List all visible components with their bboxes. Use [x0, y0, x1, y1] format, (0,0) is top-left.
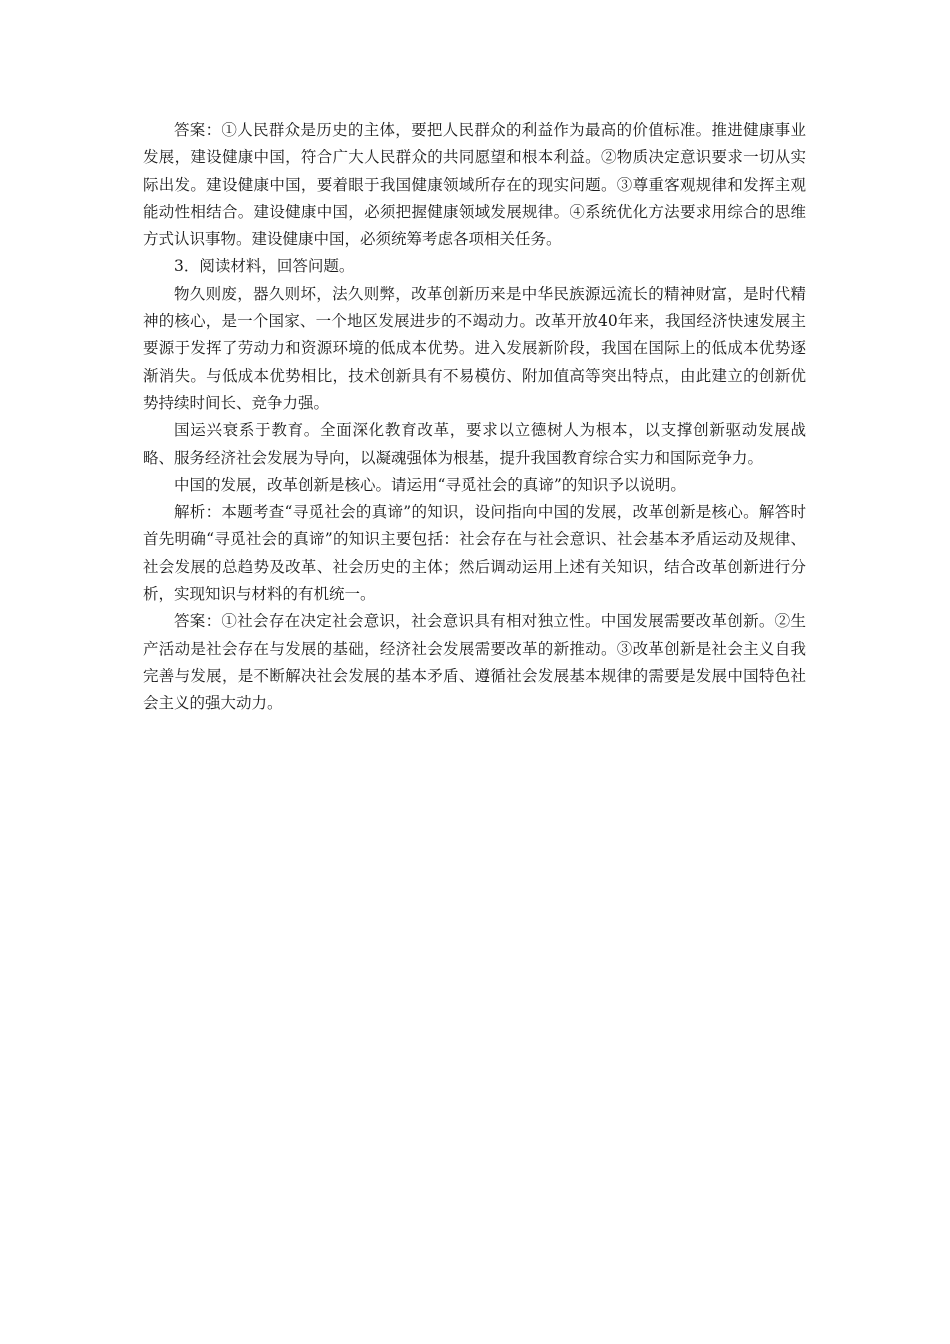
material-paragraph-2: 国运兴衰系于教育。全面深化教育改革，要求以立德树人为根本，以支撑创新驱动发展战略、服务经济社会发展为导向，以凝魂强体为根基，提升我国教育综合实力和国际竞争力。: [143, 421, 806, 467]
answer-paragraph-1: 答案：①人民群众是历史的主体，要把人民群众的利益作为最高的价值标准。推进健康事业发展，建设健康中国，符合广大人民群众的共同愿望和根本利益。②物质决定意识要求一切从实际出发。建设健康中国，要着眼于我国健康领域所存在的现实问题。③尊重客观规律和发挥主观能动性相结合。建设健康中国，必须把握健康领域发展规律。④系统优化方法要求用综合的思维方式认识事物。建设健康中国，必须统筹考虑各项相关任务。: [143, 121, 806, 249]
question-prompt: 中国的发展，改革创新是核心。请运用“寻觅社会的真谛”的知识予以说明。: [174, 475, 686, 494]
question-heading-3: 3．阅读材料，回答问题。: [174, 257, 355, 276]
analysis-paragraph: 解析：本题考查“寻觅社会的真谛”的知识，设问指向中国的发展，改革创新是核心。解答时首先明确“寻觅社会的真谛”的知识主要包括：社会存在与社会意识、社会基本矛盾运动及规律、社会发展的总趋势及改革、社会历史的主体；然后调动运用上述有关知识，结合改革创新进行分析，实现知识与材料的有机统一。: [143, 503, 806, 604]
document-body: [143, 117, 806, 718]
material-paragraph-1: 物久则废，器久则坏，法久则弊，改革创新历来是中华民族源远流长的精神财富，是时代精神的核心，是一个国家、一个地区发展进步的不竭动力。改革开放40年来，我国经济快速发展主要源于发挥了劳动力和资源环境的低成本优势。进入发展新阶段，我国在国际上的低成本优势逐渐消失。与低成本优势相比，技术创新具有不易模仿、附加值高等突出特点，由此建立的创新优势持续时间长、竞争力强。: [143, 284, 806, 412]
answer-paragraph-2: 答案：①社会存在决定社会意识，社会意识具有相对独立性。中国发展需要改革创新。②生产活动是社会存在与发展的基础，经济社会发展需要改革的新推动。③改革创新是社会主义自我完善与发展，是不断解决社会发展的基本矛盾、遵循社会发展基本规律的需要是发展中国特色社会主义的强大动力。: [143, 612, 806, 713]
